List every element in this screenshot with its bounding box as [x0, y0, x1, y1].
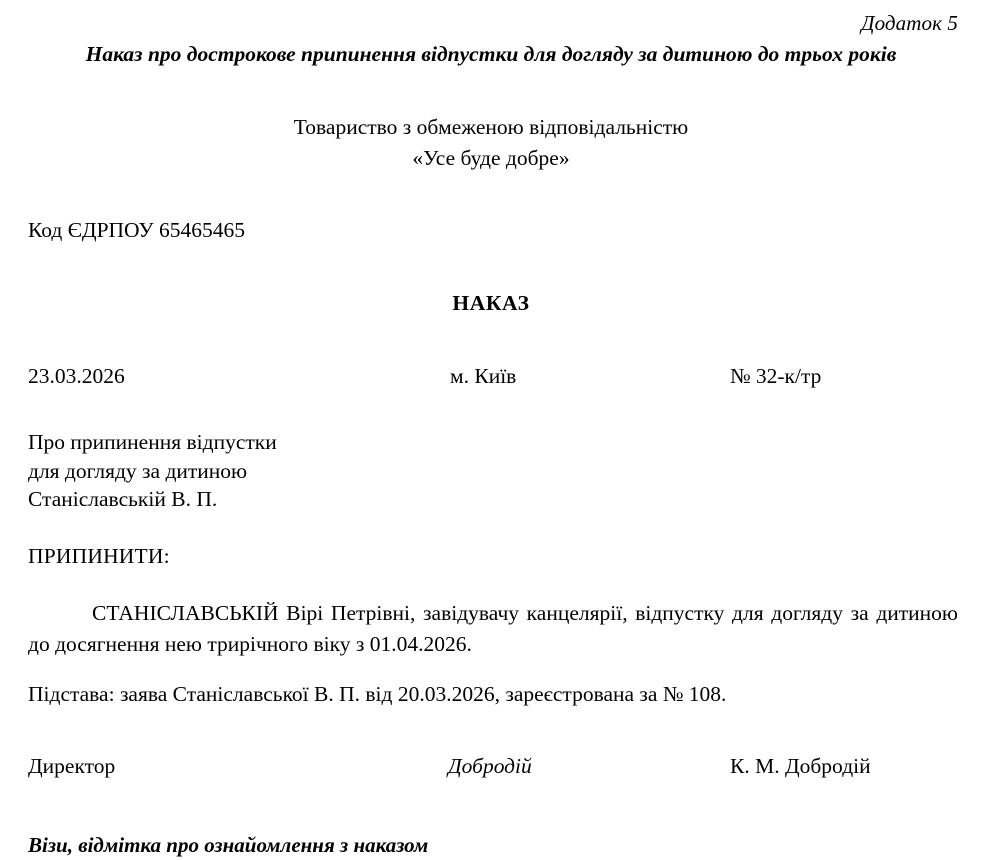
organization-block: [24, 68, 958, 174]
signature-row: [24, 708, 958, 786]
appendix-label: Додаток 5: [861, 11, 958, 35]
organization-legal-form: Товариство з обмеженою відповідальністю: [293, 115, 689, 139]
order-city: м. Київ: [450, 364, 517, 388]
registry-code: Код ЄДРПОУ 65465465: [28, 218, 245, 242]
signer-position: Директор: [28, 753, 116, 778]
order-basis: Підстава: заява Станіславської В. П. від 20.03.2026, зареєстрована за № 108.: [28, 681, 727, 706]
order-heading: НАКАЗ: [452, 291, 530, 315]
signature-autograph: Добродій: [448, 753, 532, 778]
document-title: Наказ про дострокове припинення відпустки для догляду за дитиною до трьох років: [85, 42, 897, 66]
order-subject-line-3: Станіславській В. П.: [28, 487, 218, 511]
order-number: № 32-к/тр: [730, 364, 822, 388]
organization-name: «Усе буде добре»: [412, 146, 570, 170]
order-date: 23.03.2026: [28, 364, 125, 388]
signer-name: К. М. Добродій: [730, 753, 871, 778]
order-subject-line-1: Про припинення відпустки: [28, 430, 277, 454]
order-subject-line-2: для догляду за дитиною: [28, 458, 248, 483]
order-action-word: ПРИПИНИТИ:: [28, 543, 170, 568]
footer-note: Візи, відмітка про ознайомлення з наказом: [28, 832, 429, 857]
order-subject: [24, 392, 958, 514]
order-body-paragraph: СТАНІСЛАВСЬКІЙ Вірі Петрівні, завідувачу канцелярії, відпустку для догляду за дитиною до досягнення нею трирічного віку з 01.04.2026.: [28, 600, 958, 656]
order-meta-row: [24, 317, 958, 392]
